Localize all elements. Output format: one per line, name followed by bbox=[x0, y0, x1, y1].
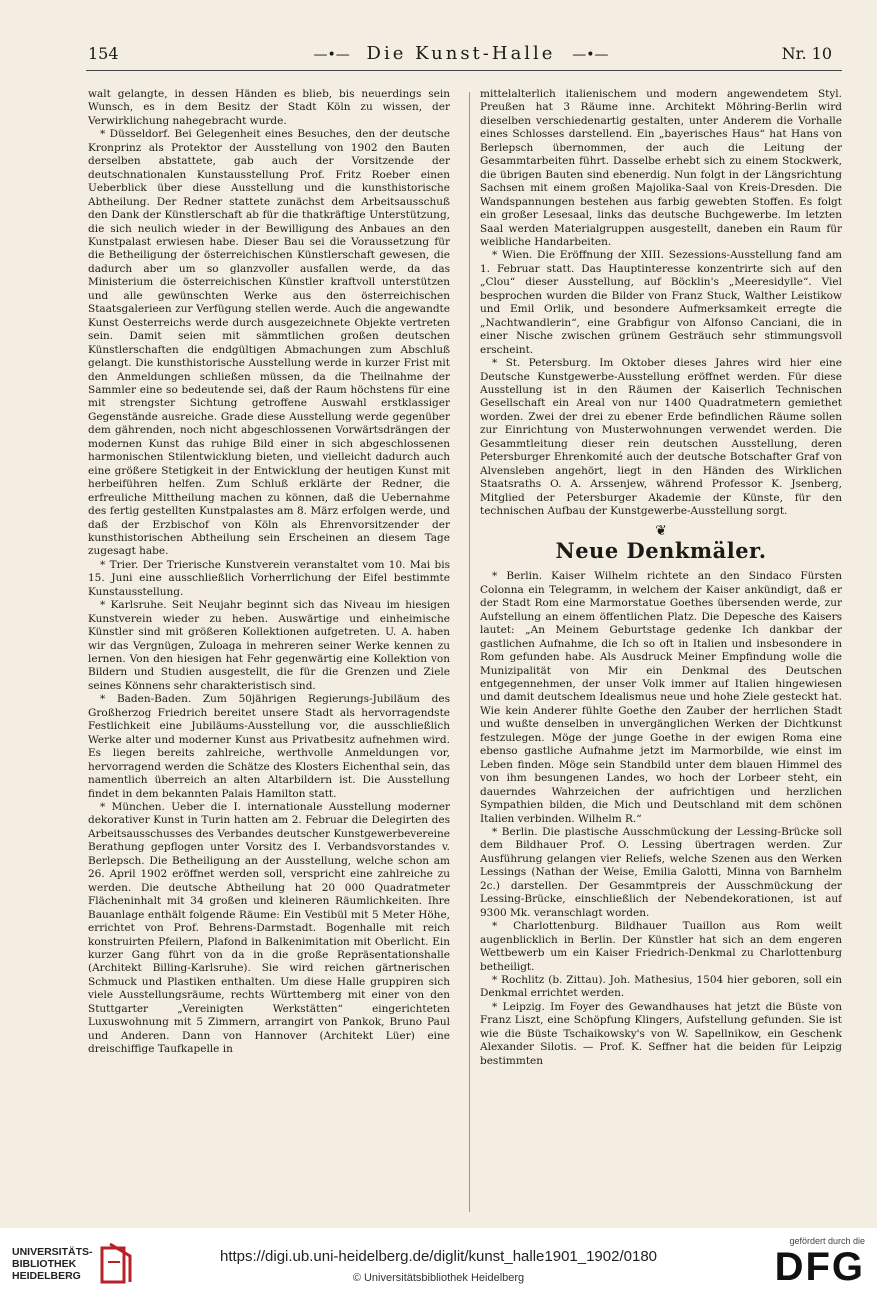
permalink-url[interactable]: https://digi.ub.uni-heidelberg.de/diglit/kunst_halle1901_1902/0180 bbox=[220, 1248, 657, 1265]
paragraph: * Berlin. Kaiser Wilhelm richtete an den Sindaco Fürsten Colonna ein Telegramm, in welchem der Kaiser ankündigt, daß er der Stadt Rom eine Marmorstatue Goethes übersenden werde, zur Aufstellung an einem öffentlichen Platz. Die Depesche des Kaisers lautet: „An Meinem Geburtstage gedenke Ich dankbar der gastlichen Aufnahme, die Ich so oft in Italien und insbesondere in Rom gefunden habe. Als Ausdruck Meiner Empfindung wolle die Munizipalität von Mir ein Denkmal des Deutschen entgegennehmen, der unser Volk immer auf Italien hingewiesen und damit deutschem Idealismus neue und hohe Ziele gesteckt hat. Wie kein Anderer fühlte Goethe den Zauber der herrlichen Stadt und wußte denselben in unvergänglichen Werken der Dichtkunst festzulegen. Möge der junge Goethe in der ewigen Roma eine ebenso gastliche Aufnahme jetzt im Marmorbilde, wie einst im Leben finden. Möge sein Standbild unter dem blauen Himmel des von ihm besungenen Landes, wo hoch der Lorbeer steht, ein dauerndes Wahrzeichen der aufrichtigen und herzlichen Sympathien bilden, die Mich und Deutschland mit dem schönen Italien verbinden. Wilhelm R.“ bbox=[480, 570, 842, 825]
ornament-left-icon: —•— bbox=[313, 47, 350, 63]
paragraph: * St. Petersburg. Im Oktober dieses Jahres wird hier eine Deutsche Kunstgewerbe-Ausstellung eröffnet werden. Für diese Ausstellung ist in den Räumen der Kaiserlich Technischen Gesellschaft ein Areal von nur 1400 Quadratmetern gemiethet worden. Zwei der drei zu ebener Erde befindlichen Räume sollen zur Einrichtung von Musterwohnungen verwendet werden. Die Gesammtleitung dieser rein deutschen Ausstellung, deren Petersburger Ehrenkomité auch der deutsche Botschafter Graf von Alvensleben angehört, liegt in den Händen des Wirklichen Staatsraths O. A. Arssenjew, während Professor K. Jsenberg, Mitglied der Petersburger Akademie der Künste, für den technischen Aufbau der Kunstgewerbe-Ausstellung sorgt. bbox=[480, 357, 842, 518]
column-divider bbox=[469, 92, 470, 1212]
paragraph: * Wien. Die Eröffnung der XIII. Sezessions-Ausstellung fand am 1. Februar statt. Das Hauptinteresse konzentrirte sich auf den „Clou“ dieser Ausstellung, auf Böcklin's „Meeresidylle“. Viel besprochen wurden die Bilder von Franz Stuck, Walther Leistikow und Emil Orlik, und besondere Aufmerksamkeit erregte die „Nachtwandlerin“, eine Grabfigur von Alfonso Canciani, die in einer Nische zwischen grünem Gesträuch sehr stimmungsvoll erscheint. bbox=[480, 249, 842, 356]
page-header bbox=[80, 42, 842, 70]
section-heading: Neue Denkmäler. bbox=[555, 537, 767, 563]
viewer-footer bbox=[0, 1228, 877, 1300]
fleuron-icon: ❦ bbox=[655, 522, 667, 539]
paragraph: * Baden-Baden. Zum 50jährigen Regierungs-Jubiläum des Großherzog Friedrich bereitet unsere Stadt als hervorragendste Festlichkeit eine Jubiläums-Ausstellung vor, die ausschließlich Werke alter und moderner Kunst aus Privatbesitz aufnehmen wird. Es liegen bereits zahlreiche, werthvolle Anmeldungen vor, hervorragend werden die Schätze des Klosters Eichenthal sein, das namentlich überreich an alten Altarbildern ist. Die Ausstellung findet in dem bekannten Palais Hamilton statt. bbox=[88, 693, 450, 800]
copyright-notice: © Universitätsbibliothek Heidelberg bbox=[352, 1272, 525, 1284]
dfg-logo-block[interactable] bbox=[745, 1236, 865, 1292]
paragraph: * Trier. Der Trierische Kunstverein veranstaltet vom 10. Mai bis 15. Juni eine ausschließlich Vorherrlichung der Eifel bestimmte Kunstausstellung. bbox=[88, 558, 450, 598]
issue-number: Nr. 10 bbox=[781, 44, 832, 63]
paragraph: * Düsseldorf. Bei Gelegenheit eines Besuches, den der deutsche Kronprinz als Protektor der Ausstellung von 1902 den Bauten derselben abstattete, gab auch der Vorsitzende der deutschnationalen Kunstausstellung Prof. Fritz Roeber einen Ueberblick über diese Ausstellung und die kunsthistorische Abtheilung. Der Redner stattete zunächst dem Arbeitsausschuß den Dank der Künstlerschaft ab für die thatkräftige Unterstützung, die sich neulich wieder in der Bewilligung des Anbaues an den Kunstpalast erwiesen habe. Dieser Bau sei die Voraussetzung für die Betheiligung der österreichischen Künstlerschaft gewesen, die dadurch aber um so glanzvoller ausfallen werde, da das Ministerium die österreichischen Künstler kraftvoll unterstützen und alle gewünschten Werke aus den österreichischen Staatsgalerieen zur Verfügung stellen werde. Auch die angewandte Kunst Oesterreichs werde durch ausgezeichnete Objekte vertreten sein. Damit seien mit sämmtlichen großen deutschen Künstlerschaften die endgültigen Abmachungen zum Abschluß gelangt. Die kunsthistorische Ausstellung werde in kurzer Frist mit den Anmeldungen schließen müssen, da die Theilnahme der Sammler eine so bedeutende sei, daß der Raum höchstens für eine mit strengster Sichtung getroffene Auswahl erstklassiger Gegenstände ausreiche. Grade diese Ausstellung werde gegenüber dem gährenden, noch nicht abgeschlossenen Vorwärtsdrängen der modernen Kunst das ruhige Bild einer in sich abgeschlossenen harmonischen Stilentwicklung bieten, und vielleicht dadurch auch eine größere Stetigkeit in der Entwicklung der heutigen Kunst mit herbeiführen helfen. Zum Schluß erklärte der Redner, die erfreuliche Mittheilung machen zu können, daß die Uebernahme des fertig gestellten Kunstpalastes am 8. März erfolgen werde, und daß der Erzbischof von Köln als Ehrenvorsitzender der kunsthistorischen Abtheilung sein Erscheinen an diesem Tage zugesagt habe. bbox=[88, 128, 450, 558]
paragraph: * Leipzig. Im Foyer des Gewandhauses hat jetzt die Büste von Franz Liszt, eine Schöpfung Klingers, Aufstellung gefunden. Sie ist wie die Büste Tschaikowsky's von W. Sapellnikow, ein Geschenk Alexander Silotis. — Prof. K. Seffner hat die beiden für Leipzig bestimmten bbox=[480, 1000, 842, 1067]
paragraph: * Karlsruhe. Seit Neujahr beginnt sich das Niveau im hiesigen Kunstverein wieder zu heben. Auswärtige und einheimische Künstler sind mit größeren Kollektionen aufgetreten. U. A. haben wir das Vergnügen, Zuloaga in mehreren seiner Werke kennen zu lernen. Von den hiesigen hat Fehr gegenwärtig eine Kollektion von Bildern und Studien ausgestellt, die für die Grenzen und Ziele seines Könnens sehr charakteristisch sind. bbox=[88, 599, 450, 692]
paragraph: * Charlottenburg. Bildhauer Tuaillon aus Rom weilt augenblicklich in Berlin. Der Künstler hat sich an dem engeren Wettbewerb um ein Kaiser Friedrich-Denkmal zu Charlottenburg betheiligt. bbox=[480, 920, 842, 973]
paragraph: * München. Ueber die I. internationale Ausstellung moderner dekorativer Kunst in Turin hatten am 2. Februar die Delegirten des Arbeitsausschusses des Verbandes deutscher Kunstgewerbevereine Berathung gepflogen unter Vorsitz des I. Verbandsvorstandes v. Berlepsch. Die Betheiligung an der Ausstellung, welche schon am 26. April 1902 eröffnet werden soll, verspricht eine zahlreiche zu werden. Die deutsche Abtheilung hat 20 000 Quadratmeter Flächeninhalt mit 34 großen und kleineren Räumlichkeiten. Ihre Bauanlage enthält folgende Räume: Ein Vestibül mit 5 Meter Höhe, errichtet von Prof. Behrens-Darmstadt. Bogenhalle mit reich konstruirten Pfeilern, Plafond in Balkenimitation mit Oberlicht. Ein kurzer Gang führt von da in die große Repräsentationshalle (Architekt Billing-Karlsruhe). Sie wird reichen gärtnerischen Schmuck und Plastiken enthalten. Um diese Halle gruppiren sich viele Ausstellungsräume, rechts Württemberg mit einer von den Stuttgarter „Vereinigten Werkstätten“ eingerichteten Luxuswohnung mit 5 Zimmern, arrangirt von Pankok, Bruno Paul und Anderen. Dann von Hannover (Architekt Lüer) eine dreischiffige Taufkapelle in bbox=[88, 801, 450, 1056]
institution-line: UNIVERSITÄTS- bbox=[12, 1246, 93, 1258]
paragraph: * Berlin. Die plastische Ausschmückung der Lessing-Brücke soll dem Bildhauer Prof. O. Lessing übertragen werden. Zur Ausführung gelangen vier Reliefs, welche Szenen aus den Werken Lessings (Nathan der Weise, Emilia Galotti, Minna von Barnhelm 2c.) darstellen. Der Gesammtpreis der Ausschmückung der Lessing-Brücke, einschließlich der Nebendekorationen, ist auf 9300 Mk. veranschlagt worden. bbox=[480, 826, 842, 919]
page-number: 154 bbox=[88, 44, 119, 63]
left-column bbox=[88, 88, 450, 1214]
institution-line: BIBLIOTHEK bbox=[12, 1258, 77, 1270]
paragraph: mittelalterlich italienischem und modern angewendetem Styl. Preußen hat 3 Räume inne. Architekt Möhring-Berlin wird dieselben verschiedenartig gestalten, unter Anderem die Vorhalle eines Schlosses darstellend. Ein „bayerisches Haus“ hat Hans von Berlepsch übernommen, der auch die Leitung der Gesammtarbeiten führt. Dasselbe erhebt sich zu einem Stockwerk, die übrigen Bauten sind ebenerdig. Nun folgt in der Längsrichtung Sachsen mit einem großen Majolika-Saal von Kreis-Dresden. Die Wandspannungen bestehen aus farbig gewebten Stoffen. Es folgt ein großer Lesesaal, links das deutsche Buchgewerbe. Im letzten Saal werden Materialgruppen ausgestellt, daneben ein Raum für weibliche Handarbeiten. bbox=[480, 88, 842, 248]
institution-line: HEIDELBERG bbox=[12, 1270, 81, 1282]
dfg-logo: DFG bbox=[774, 1245, 865, 1289]
paragraph: walt gelangte, in dessen Händen es blieb, bis neuerdings sein Wunsch, es in dem Besitz der Stadt Köln zu wissen, der Verwirklichung nahegebracht wurde. bbox=[88, 88, 450, 127]
right-column bbox=[480, 88, 842, 1214]
ornament-right-icon: —•— bbox=[572, 47, 609, 63]
section-heading-block bbox=[480, 522, 842, 563]
paragraph: * Rochlitz (b. Zittau). Joh. Mathesius, 1504 hier geboren, soll ein Denkmal errichtet werden. bbox=[480, 974, 842, 1000]
journal-title: Die Kunst-Halle bbox=[366, 43, 556, 64]
funding-caption: gefördert durch die bbox=[789, 1236, 865, 1246]
header-rule bbox=[86, 70, 842, 71]
